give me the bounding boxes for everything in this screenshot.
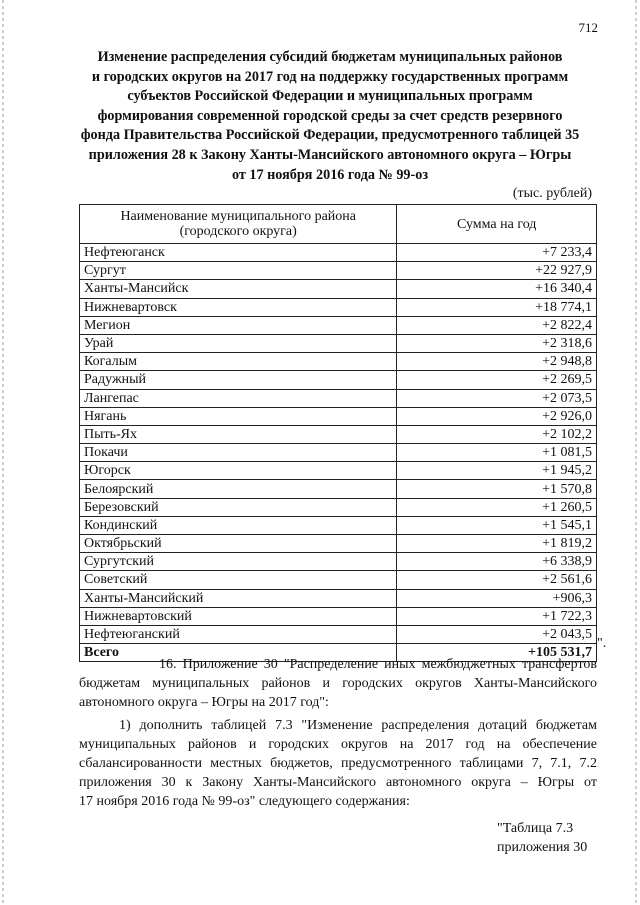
caption-line: "Таблица 7.3: [497, 821, 574, 836]
document-title: [60, 48, 600, 185]
table-row: [80, 625, 597, 643]
title-line: субъектов Российской Федерации и муниципальных программ: [127, 88, 533, 105]
table-row: [80, 571, 597, 589]
column-header-amount: Сумма на год: [397, 205, 597, 244]
amount-value: +1 081,5: [397, 444, 597, 462]
table-row: [80, 425, 597, 443]
amount-value: +2 269,5: [397, 371, 597, 389]
table-row: [80, 535, 597, 553]
title-line: приложения 28 к Закону Ханты-Мансийского автономного округа – Югры: [88, 146, 572, 163]
next-table-caption: [497, 819, 587, 857]
amount-value: +2 822,4: [397, 316, 597, 334]
paragraph-line: муниципальных районов и городских округов на 2017 год на обеспечение: [79, 737, 597, 752]
table-row: [80, 389, 597, 407]
table-row: [80, 498, 597, 516]
amount-value: +2 318,6: [397, 334, 597, 352]
municipality-name: Мегион: [80, 316, 397, 334]
municipality-name: Нефтеюганский: [80, 625, 397, 643]
paragraph-line: бюджетам муниципальных районов и городских округов Ханты-Мансийского: [79, 676, 597, 691]
paragraph-line: сбалансированности местных бюджетов, предусмотренного таблицами 7, 7.1, 7.2: [79, 756, 597, 771]
municipality-name: Нефтеюганск: [80, 244, 397, 262]
municipality-name: Ханты-Мансийский: [80, 589, 397, 607]
title-line: и городских округов на 2017 год на поддержку государственных программ: [91, 68, 569, 85]
column-header-municipality: Наименование муниципального района (городского округа): [80, 205, 397, 244]
municipality-name: Березовский: [80, 498, 397, 516]
municipality-name: Радужный: [80, 371, 397, 389]
table-row: [80, 262, 597, 280]
municipality-name: Югорск: [80, 462, 397, 480]
amount-value: +7 233,4: [397, 244, 597, 262]
municipality-name: Покачи: [80, 444, 397, 462]
amount-value: +1 545,1: [397, 516, 597, 534]
amount-value: +2 948,8: [397, 353, 597, 371]
amount-value: +1 819,2: [397, 535, 597, 553]
subsidy-table: [79, 204, 597, 662]
amount-value: +1 260,5: [397, 498, 597, 516]
municipality-name: Октябрьский: [80, 535, 397, 553]
table-row: [80, 444, 597, 462]
municipality-name: Нягань: [80, 407, 397, 425]
table-row: [80, 407, 597, 425]
table-row: [80, 462, 597, 480]
amount-value: +2 926,0: [397, 407, 597, 425]
municipality-name: Советский: [80, 571, 397, 589]
municipality-name: Белоярский: [80, 480, 397, 498]
amount-value: +2 043,5: [397, 625, 597, 643]
amount-value: +1 722,3: [397, 607, 597, 625]
paragraph-16: [79, 655, 597, 712]
table-row: [80, 244, 597, 262]
title-line: формирования современной городской среды за счет средств резервного: [97, 107, 563, 124]
page-number: 712: [578, 20, 598, 35]
title-line: от 17 ноября 2016 года № 99-оз: [231, 166, 429, 183]
title-line: Изменение распределения субсидий бюджетам муниципальных районов: [97, 49, 563, 65]
total-label: Всего: [80, 644, 397, 662]
table-row: [80, 334, 597, 352]
amount-value: +6 338,9: [397, 553, 597, 571]
table-header-row: [80, 205, 597, 244]
paragraph-line: 16. Приложение 30 "Распределение иных межбюджетных трансфертов: [159, 657, 597, 672]
paragraph-line: 17 ноября 2016 года № 99-оз" следующего содержания:: [79, 794, 410, 809]
units-label: (тыс. рублей): [512, 186, 592, 201]
municipality-name: Нижневартовск: [80, 298, 397, 316]
table-row: [80, 316, 597, 334]
amount-value: +906,3: [397, 589, 597, 607]
municipality-name: Когалым: [80, 353, 397, 371]
amount-value: +16 340,4: [397, 280, 597, 298]
amount-value: +2 561,6: [397, 571, 597, 589]
table-row: [80, 589, 597, 607]
table-row: [80, 371, 597, 389]
municipality-name: Пыть-Ях: [80, 425, 397, 443]
closing-quote-mark: ".: [597, 636, 607, 651]
municipality-name: Кондинский: [80, 516, 397, 534]
table-row: [80, 298, 597, 316]
scan-edge-right: [635, 0, 637, 905]
amount-value: +18 774,1: [397, 298, 597, 316]
title-line: фонда Правительства Российской Федерации, предусмотренного таблицей 35: [80, 127, 580, 144]
paragraph-line: 1) дополнить таблицей 7.3 "Изменение распределения дотаций бюджетам: [119, 718, 597, 733]
amount-value: +2 073,5: [397, 389, 597, 407]
table-row: [80, 607, 597, 625]
scan-edge-left: [2, 0, 4, 905]
amount-value: +1 945,2: [397, 462, 597, 480]
total-value: +105 531,7: [397, 644, 597, 662]
amount-value: +2 102,2: [397, 425, 597, 443]
amount-value: +22 927,9: [397, 262, 597, 280]
municipality-name: Ханты-Мансийск: [80, 280, 397, 298]
municipality-name: Сургут: [80, 262, 397, 280]
table-row: [80, 353, 597, 371]
caption-line: приложения 30: [497, 840, 588, 855]
municipality-name: Урай: [80, 334, 397, 352]
table-row: [80, 553, 597, 571]
amount-value: +1 570,8: [397, 480, 597, 498]
municipality-name: Сургутский: [80, 553, 397, 571]
paragraph-line: автономного округа – Югры на 2017 год":: [79, 695, 329, 710]
paragraph-line: приложения 30 к Закону Ханты-Мансийского автономного округа – Югры от: [79, 775, 597, 790]
table-row: [80, 280, 597, 298]
table-row: [80, 516, 597, 534]
table-row: [80, 480, 597, 498]
municipality-name: Лангепас: [80, 389, 397, 407]
municipality-name: Нижневартовский: [80, 607, 397, 625]
paragraph-1: [79, 716, 597, 811]
